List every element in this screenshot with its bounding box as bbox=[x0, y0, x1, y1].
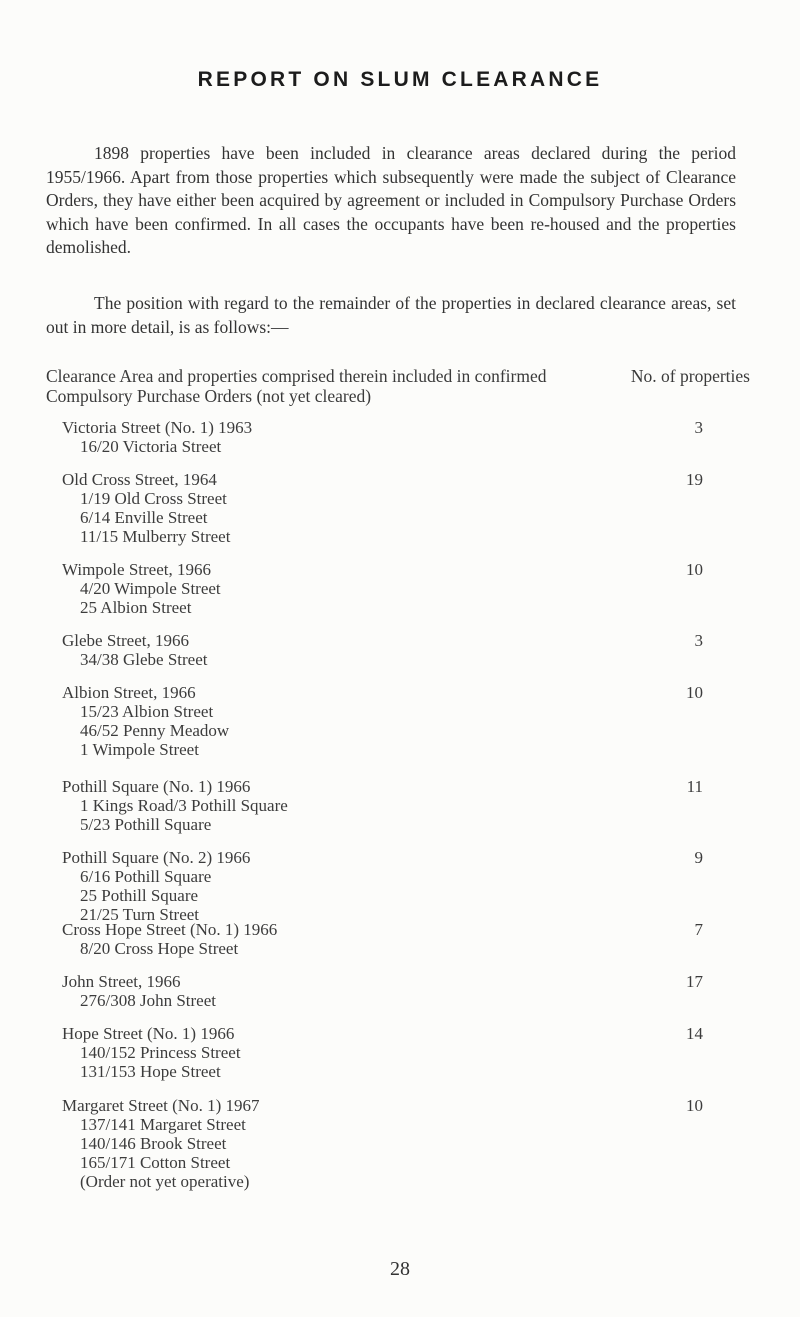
property-count: 11 bbox=[686, 777, 703, 796]
property-count: 17 bbox=[686, 972, 703, 991]
clearance-area-name: Victoria Street (No. 1) 1963 bbox=[62, 418, 253, 437]
clearance-area-entry bbox=[62, 848, 702, 924]
clearance-area-name: Pothill Square (No. 2) 1966 bbox=[62, 848, 251, 867]
property-line: 5/23 Pothill Square bbox=[80, 815, 212, 834]
property-count: 10 bbox=[686, 1096, 703, 1115]
property-line: 21/25 Turn Street bbox=[80, 905, 200, 924]
clearance-area-name: John Street, 1966 bbox=[62, 972, 181, 991]
property-line: 34/38 Glebe Street bbox=[80, 650, 208, 669]
clearance-area-entry bbox=[62, 631, 702, 669]
property-line: 11/15 Mulberry Street bbox=[80, 527, 231, 546]
property-line: (Order not yet operative) bbox=[80, 1172, 250, 1191]
property-count: 9 bbox=[694, 848, 703, 867]
position-paragraph: The position with regard to the remainder of the properties in declared clearance areas, set out in more detail, is as follows:— bbox=[46, 293, 736, 337]
clearance-area-name: Wimpole Street, 1966 bbox=[62, 560, 211, 579]
page-number: 28 bbox=[390, 1258, 410, 1280]
clearance-area-entry bbox=[62, 1096, 702, 1191]
property-count: 3 bbox=[694, 418, 703, 437]
property-line: 131/153 Hope Street bbox=[80, 1062, 221, 1081]
property-line: 25 Albion Street bbox=[80, 598, 192, 617]
clearance-area-entry bbox=[62, 418, 702, 456]
clearance-area-entry bbox=[62, 470, 702, 546]
clearance-area-name: Pothill Square (No. 1) 1966 bbox=[62, 777, 251, 796]
property-line: 276/308 John Street bbox=[80, 991, 216, 1010]
clearance-area-name: Glebe Street, 1966 bbox=[62, 631, 189, 650]
property-count: 19 bbox=[686, 470, 703, 489]
clearance-area-entry bbox=[62, 972, 702, 1010]
clearance-area-entry bbox=[62, 777, 702, 834]
property-line: 1 Wimpole Street bbox=[80, 740, 199, 759]
property-count: 7 bbox=[694, 920, 703, 939]
property-line: 1/19 Old Cross Street bbox=[80, 489, 227, 508]
property-line: 165/171 Cotton Street bbox=[80, 1153, 231, 1172]
clearance-area-entry bbox=[62, 920, 702, 958]
property-count: 3 bbox=[694, 631, 703, 650]
clearance-area-name: Cross Hope Street (No. 1) 1966 bbox=[62, 920, 278, 939]
table-header-count: No. of properties bbox=[630, 366, 750, 386]
clearance-area-name: Hope Street (No. 1) 1966 bbox=[62, 1024, 235, 1043]
property-line: 137/141 Margaret Street bbox=[80, 1115, 246, 1134]
property-count: 14 bbox=[686, 1024, 703, 1043]
intro-paragraph: 1898 properties have been included in clearance areas declared during the period 1955/1966. Apart from those properties which subsequently were made the subject of Clearance Orders, they have either been acquired by agreement or included in Compulsory Purchase Orders which have been confirmed. In all cases the occupants have been re-housed and the properties demolished. bbox=[46, 143, 736, 257]
clearance-area-name: Margaret Street (No. 1) 1967 bbox=[62, 1096, 260, 1115]
property-line: 1 Kings Road/3 Pothill Square bbox=[80, 796, 288, 815]
property-count: 10 bbox=[686, 560, 703, 579]
property-line: 15/23 Albion Street bbox=[80, 702, 214, 721]
table-header-description: Clearance Area and properties comprised therein included in confirmed Compulsory Purchase Orders (not yet cleared) bbox=[46, 366, 547, 406]
property-line: 140/146 Brook Street bbox=[80, 1134, 227, 1153]
clearance-area-name: Albion Street, 1966 bbox=[62, 683, 196, 702]
property-line: 8/20 Cross Hope Street bbox=[80, 939, 239, 958]
property-line: 6/14 Enville Street bbox=[80, 508, 208, 527]
clearance-area-entry bbox=[62, 1024, 702, 1081]
property-line: 4/20 Wimpole Street bbox=[80, 579, 221, 598]
property-line: 16/20 Victoria Street bbox=[80, 437, 222, 456]
clearance-area-entry bbox=[62, 683, 702, 759]
property-line: 25 Pothill Square bbox=[80, 886, 199, 905]
property-line: 46/52 Penny Meadow bbox=[80, 721, 230, 740]
clearance-area-name: Old Cross Street, 1964 bbox=[62, 470, 217, 489]
page-title: REPORT ON SLUM CLEARANCE bbox=[197, 68, 603, 91]
property-count: 10 bbox=[686, 683, 703, 702]
property-line: 140/152 Princess Street bbox=[80, 1043, 241, 1062]
clearance-area-entry bbox=[62, 560, 702, 617]
property-line: 6/16 Pothill Square bbox=[80, 867, 212, 886]
